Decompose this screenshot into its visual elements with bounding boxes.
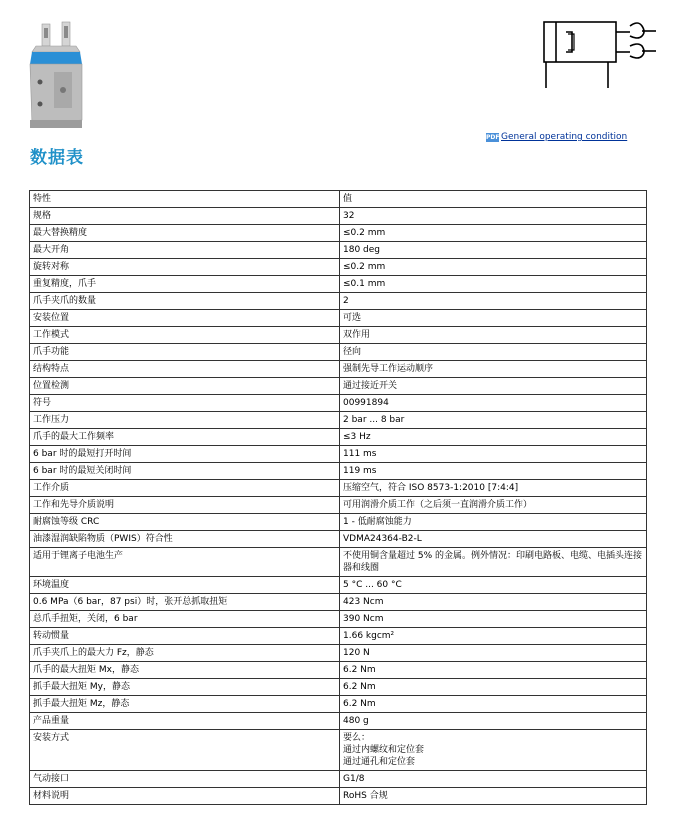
value-cell	[340, 730, 647, 771]
property-cell: 产品重量	[30, 713, 340, 730]
property-cell: 工作和先导介质说明	[30, 497, 340, 514]
value-cell	[340, 327, 647, 344]
value-cell	[340, 225, 647, 242]
property-cell: 转动惯量	[30, 628, 340, 645]
header-property: 特性	[30, 191, 340, 208]
value-line: ≤0.1 mm	[343, 279, 386, 289]
value-line: RoHS 合规	[343, 791, 388, 801]
value-line: VDMA24364-B2-L	[343, 534, 422, 544]
value-cell	[340, 412, 647, 429]
value-cell	[340, 497, 647, 514]
table-row	[30, 293, 647, 310]
property-cell: 6 bar 时的最短打开时间	[30, 446, 340, 463]
table-row	[30, 514, 647, 531]
value-cell	[340, 531, 647, 548]
property-cell: 油漆湿润缺陷物质（PWIS）符合性	[30, 531, 340, 548]
property-cell: 最大开角	[30, 242, 340, 259]
value-line: 1.66 kgcm²	[343, 631, 395, 641]
table-row	[30, 225, 647, 242]
value-cell	[340, 577, 647, 594]
value-cell	[340, 611, 647, 628]
value-line: 可用润滑介质工作（之后须一直润滑介质工作）	[343, 500, 533, 510]
value-line: 423 Ncm	[343, 597, 384, 607]
value-cell	[340, 514, 647, 531]
value-cell	[340, 293, 647, 310]
value-line: 390 Ncm	[343, 614, 384, 624]
property-cell: 安装位置	[30, 310, 340, 327]
general-operating-condition-link[interactable]	[486, 132, 627, 142]
table-row	[30, 310, 647, 327]
table-row	[30, 242, 647, 259]
value-cell	[340, 662, 647, 679]
table-row	[30, 645, 647, 662]
data-table	[29, 190, 647, 805]
value-line: 6.2 Nm	[343, 665, 376, 675]
value-line: G1/8	[343, 774, 365, 784]
value-line: 压缩空气，符合 ISO 8573-1:2010 [7:4:4]	[343, 483, 519, 493]
value-line: 119 ms	[343, 466, 377, 476]
value-cell	[340, 696, 647, 713]
page-title: 数据表	[30, 148, 84, 168]
property-cell: 0.6 MPa（6 bar，87 psi）时，张开总抓取扭矩	[30, 594, 340, 611]
value-line: 1 - 低耐腐蚀能力	[343, 517, 412, 527]
property-cell: 工作介质	[30, 480, 340, 497]
property-cell: 总爪手扭矩，关闭，6 bar	[30, 611, 340, 628]
table-row	[30, 771, 647, 788]
value-cell	[340, 548, 647, 577]
property-cell: 符号	[30, 395, 340, 412]
value-line: 可选	[343, 313, 362, 323]
property-cell: 结构特点	[30, 361, 340, 378]
value-cell	[340, 713, 647, 730]
value-cell	[340, 395, 647, 412]
pdf-icon: PDF	[486, 133, 500, 141]
property-cell: 规格	[30, 208, 340, 225]
header-value: 值	[340, 191, 647, 208]
value-cell	[340, 361, 647, 378]
value-cell	[340, 446, 647, 463]
value-line: ≤0.2 mm	[343, 262, 386, 272]
property-cell: 最大替换精度	[30, 225, 340, 242]
value-line: ≤0.2 mm	[343, 228, 386, 238]
table-row	[30, 412, 647, 429]
property-cell: 爪手的最大扭矩 Mx，静态	[30, 662, 340, 679]
value-cell	[340, 208, 647, 225]
property-cell: 工作模式	[30, 327, 340, 344]
table-row	[30, 395, 647, 412]
property-cell: 工作压力	[30, 412, 340, 429]
value-cell	[340, 645, 647, 662]
value-line: 径向	[343, 347, 362, 357]
value-line: 480 g	[343, 716, 369, 726]
value-cell	[340, 344, 647, 361]
value-cell	[340, 276, 647, 293]
table-row	[30, 259, 647, 276]
value-cell	[340, 594, 647, 611]
value-cell	[340, 463, 647, 480]
value-cell	[340, 679, 647, 696]
table-row	[30, 679, 647, 696]
table-row	[30, 696, 647, 713]
value-line: 120 N	[343, 648, 370, 658]
table-row	[30, 497, 647, 514]
link-text[interactable]: General operating condition	[501, 132, 628, 142]
table-row	[30, 788, 647, 805]
table-row	[30, 662, 647, 679]
value-cell	[340, 480, 647, 497]
value-line: 2	[343, 296, 349, 306]
property-cell: 适用于锂离子电池生产	[30, 548, 340, 577]
table-row	[30, 276, 647, 293]
table-row	[30, 344, 647, 361]
value-cell	[340, 378, 647, 395]
value-line: 00991894	[343, 398, 389, 408]
property-cell: 气动接口	[30, 771, 340, 788]
value-line: 双作用	[343, 330, 371, 340]
table-row	[30, 480, 647, 497]
table-row	[30, 611, 647, 628]
property-cell: 环境温度	[30, 577, 340, 594]
property-cell: 爪手夹爪的数量	[30, 293, 340, 310]
value-line: 111 ms	[343, 449, 377, 459]
product-image	[28, 20, 86, 132]
property-cell: 材料说明	[30, 788, 340, 805]
property-cell: 旋转对称	[30, 259, 340, 276]
property-cell: 安装方式	[30, 730, 340, 771]
value-cell	[340, 788, 647, 805]
table-row	[30, 713, 647, 730]
property-cell: 重复精度，爪手	[30, 276, 340, 293]
property-cell: 抓手最大扭矩 My，静态	[30, 679, 340, 696]
table-header-row	[30, 191, 647, 208]
pneumatic-symbol	[538, 14, 658, 90]
property-cell: 抓手最大扭矩 Mz，静态	[30, 696, 340, 713]
value-cell	[340, 310, 647, 327]
value-cell	[340, 259, 647, 276]
value-line: 6.2 Nm	[343, 682, 376, 692]
value-line: 2 bar ... 8 bar	[343, 415, 405, 425]
value-line: 强制先导工作运动顺序	[343, 364, 434, 374]
table-row	[30, 327, 647, 344]
table-row	[30, 730, 647, 771]
table-row	[30, 594, 647, 611]
value-cell	[340, 429, 647, 446]
table-row	[30, 577, 647, 594]
table-row	[30, 361, 647, 378]
value-line: 通过接近开关	[343, 381, 398, 391]
table-row	[30, 446, 647, 463]
table-row	[30, 548, 647, 577]
table-row	[30, 208, 647, 225]
property-cell: 爪手的最大工作频率	[30, 429, 340, 446]
table-row	[30, 628, 647, 645]
value-line: 要么：	[343, 733, 371, 743]
value-cell	[340, 771, 647, 788]
value-line: 通过内螺纹和定位套	[343, 745, 425, 755]
value-cell	[340, 242, 647, 259]
value-line: 180 deg	[343, 245, 381, 255]
table-row	[30, 378, 647, 395]
property-cell: 耐腐蚀等级 CRC	[30, 514, 340, 531]
value-line: 通过通孔和定位套	[343, 757, 416, 767]
property-cell: 位置检测	[30, 378, 340, 395]
value-line: 6.2 Nm	[343, 699, 376, 709]
value-line: 5 °C ... 60 °C	[343, 580, 402, 590]
table-row	[30, 463, 647, 480]
property-cell: 6 bar 时的最短关闭时间	[30, 463, 340, 480]
table-row	[30, 429, 647, 446]
value-line: 不使用铜含量超过 5% 的金属。例外情况：印刷电路板、电缆、电插头连接器和线圈	[343, 551, 643, 573]
table-row	[30, 531, 647, 548]
value-line: 32	[343, 211, 355, 221]
value-cell	[340, 628, 647, 645]
property-cell: 爪手功能	[30, 344, 340, 361]
property-cell: 爪手夹爪上的最大力 Fz，静态	[30, 645, 340, 662]
value-line: ≤3 Hz	[343, 432, 371, 442]
